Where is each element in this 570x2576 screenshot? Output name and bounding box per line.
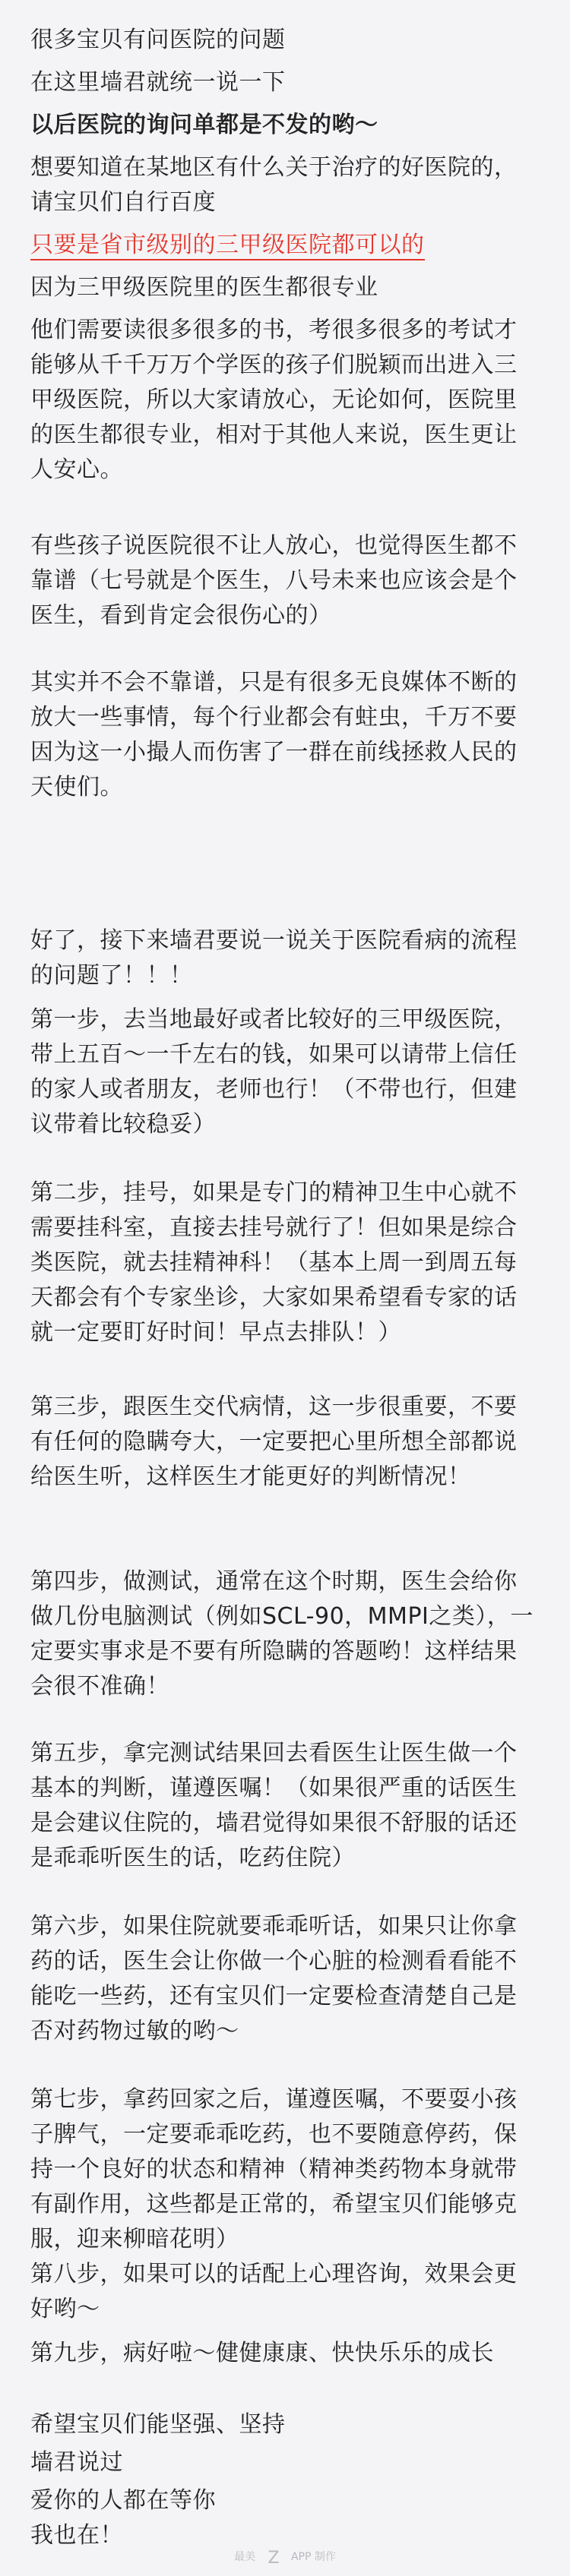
- intro-media-note: 其实并不会不靠谱，只是有很多无良媒体不断的放大一些事情，每个行业都会有蛀虫，千万不要因为这一小撮人而伤害了一群在前线拯救人民的天使们。: [30, 669, 518, 800]
- intro-bold-notice: 以后医院的询问单都是不发的哟～: [30, 112, 378, 138]
- intro-red-highlight: [30, 228, 540, 263]
- step-8: 第八步，如果可以的话配上心理咨询，效果会更好哟～: [30, 2261, 518, 2322]
- intro-doctors-professional: 因为三甲级医院里的医生都很专业: [30, 274, 378, 301]
- step-4: 第四步，做测试，通常在这个时期，医生会给你做几份电脑测试（例如SCL-90，MMPI之类），一定要实事求是不要有所隐瞒的答题哟！这样结果会很不准确！: [30, 1568, 534, 1700]
- z-logo-icon: [264, 2547, 283, 2567]
- step-7: 第七步，拿药回家之后，谨遵医嘱，不要耍小孩子脾气，一定要乖乖吃药，也不要随意停药，保持一个良好的状态和精神（精神类药物本身就带有副作用，这些都是正常的，希望宝贝们能够克服，迎来柳暗花明）: [30, 2086, 518, 2252]
- step-9: 第九步，病好啦～健健康康、快快乐乐的成长: [30, 2340, 494, 2366]
- watermark-left-text: 最美: [234, 2551, 256, 2563]
- intro-doctors-study: 他们需要读很多很多的书，考很多很多的考试才能够从千千万万个学医的孩子们脱颖而出进入三甲级医院，所以大家请放心，无论如何，医院里的医生都很专业，相对于其他人来说，医生更让人安心。: [30, 317, 518, 483]
- closing-line-4: 我也在！: [30, 2522, 123, 2549]
- highlight-text: 只要是省市级别的三甲级医院都可以的: [30, 232, 425, 260]
- closing-line-1: 希望宝贝们能坚强、坚持: [30, 2411, 286, 2438]
- step-6: 第六步，如果住院就要乖乖听话，如果只让你拿药的话，医生会让你做一个心脏的检测看看能不能吃一些药，还有宝贝们一定要检查清楚自己是否对药物过敏的哟～: [30, 1913, 518, 2044]
- step-5: 第五步，拿完测试结果回去看医生让医生做一个基本的判断，谨遵医嘱！（如果很严重的话医生是会建议住院的，墙君觉得如果很不舒服的话还是乖乖听医生的话，吃药住院）: [30, 1740, 518, 1871]
- app-watermark: [0, 2546, 570, 2568]
- intro-line-2: 在这里墙君就统一说一下: [30, 69, 286, 96]
- closing-line-2: 墙君说过: [30, 2449, 123, 2476]
- step-1: 第一步，去当地最好或者比较好的三甲级医院，带上五百～一千左右的钱，如果可以请带上信任的家人或者朋友，老师也行！（不带也行，但建议带着比较稳妥）: [30, 1006, 518, 1138]
- closing-line-3: 爱你的人都在等你: [30, 2487, 216, 2514]
- intro-line-1: 很多宝贝有问医院的问题: [30, 27, 286, 53]
- logo-letter: Z: [267, 2549, 280, 2567]
- process-intro: 好了，接下来墙君要说一说关于医院看病的流程的问题了！！！: [30, 927, 518, 989]
- step-3: 第三步，跟医生交代病情，这一步很重要，不要有任何的隐瞒夸大，一定要把心里所想全部都说给医生听，这样医生才能更好的判断情况！: [30, 1394, 518, 1490]
- intro-hospital-search: 想要知道在某地区有什么关于治疗的好医院的，请宝贝们自行百度: [30, 154, 518, 216]
- step-2: 第二步，挂号，如果是专门的精神卫生中心就不需要挂科室，直接去挂号就行了！但如果是综合类医院，就去挂精神科！（基本上周一到周五每天都会有个专家坐诊，大家如果希望看专家的话就一定要盯好时间！早点去排队！）: [30, 1179, 518, 1346]
- watermark-right-text: APP 制作: [290, 2551, 336, 2563]
- intro-unreliable-concern: 有些孩子说医院很不让人放心，也觉得医生都不靠谱（七号就是个医生，八号未来也应该会是个医生，看到肯定会很伤心的）: [30, 532, 518, 629]
